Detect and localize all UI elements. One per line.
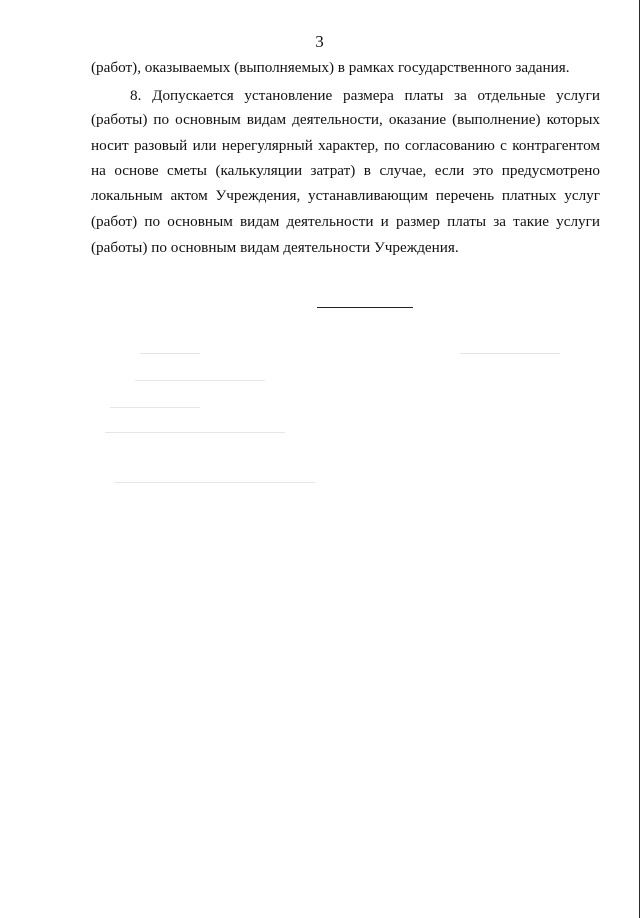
paragraph-8-line-3: носит разовый или нерегулярный характер, по согласованию с контрагентом bbox=[91, 137, 600, 154]
paragraph-8-line-1: 8. Допускается установление размера платы за отдельные услуги bbox=[130, 87, 600, 104]
scan-speck bbox=[135, 380, 265, 381]
scan-speck bbox=[105, 432, 285, 433]
paragraph-8-line-6: (работ) по основным видам деятельности и размер платы за такие услуги bbox=[91, 213, 600, 230]
paragraph-8-line-5: локальным актом Учреждения, устанавливающим перечень платных услуг bbox=[91, 187, 600, 204]
paragraph-8-line-7: (работы) по основным видам деятельности Учреждения. bbox=[91, 239, 459, 256]
scan-speck bbox=[110, 407, 200, 408]
page-number: 3 bbox=[315, 32, 324, 51]
text-line-1: (работ), оказываемых (выполняемых) в рамках государственного задания. bbox=[91, 59, 570, 76]
paragraph-8-line-4: на основе сметы (калькуляции затрат) в случае, если это предусмотрено bbox=[91, 162, 600, 179]
separator-line bbox=[317, 307, 413, 308]
scan-speck bbox=[115, 482, 315, 483]
scan-speck bbox=[140, 353, 200, 354]
scan-speck bbox=[460, 353, 560, 354]
paragraph-8-line-2: (работы) по основным видам деятельности, оказание (выполнение) которых bbox=[91, 111, 600, 128]
